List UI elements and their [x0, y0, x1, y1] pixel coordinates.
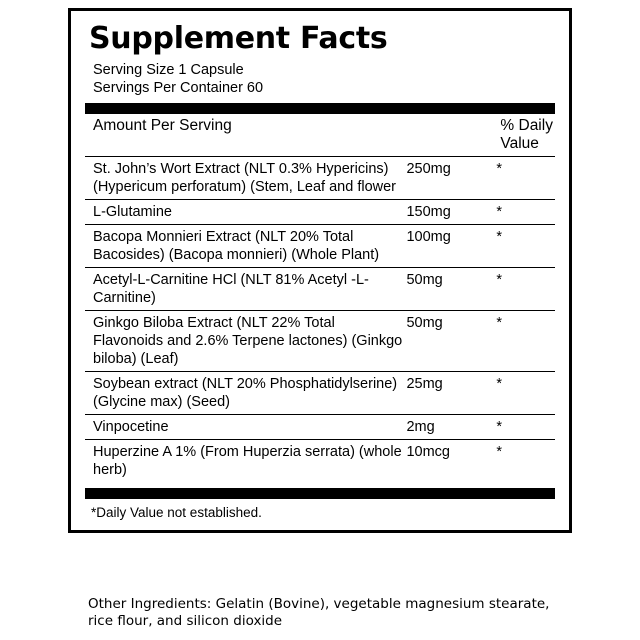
ingredient-amount: 25mg — [406, 372, 496, 415]
table-row — [85, 311, 555, 372]
nutrition-table — [85, 114, 555, 482]
ingredient-daily-value: * — [496, 415, 555, 440]
ingredient-amount: 100mg — [406, 225, 496, 268]
ingredient-amount: 250mg — [406, 157, 496, 200]
table-row — [85, 268, 555, 311]
ingredient-amount: 50mg — [406, 311, 496, 372]
table-row — [85, 200, 555, 225]
table-header-row — [85, 114, 555, 157]
ingredient-daily-value: * — [496, 225, 555, 268]
table-row — [85, 440, 555, 483]
header-daily-value: % Daily Value — [500, 117, 553, 152]
daily-value-footnote: *Daily Value not established. — [91, 505, 262, 520]
ingredient-daily-value: * — [496, 200, 555, 225]
table-row — [85, 157, 555, 200]
ingredient-amount: 50mg — [406, 268, 496, 311]
table-row — [85, 372, 555, 415]
ingredient-daily-value: * — [496, 440, 555, 483]
ingredient-name: Bacopa Monnieri Extract (NLT 20% Total Bacosides) (Bacopa monnieri) (Whole Plant) — [85, 225, 406, 268]
serving-size-text: Serving Size 1 Capsule — [93, 62, 244, 78]
header-spacer — [406, 114, 496, 157]
ingredient-daily-value: * — [496, 311, 555, 372]
ingredient-amount: 10mcg — [406, 440, 496, 483]
ingredient-name: L-Glutamine — [85, 200, 406, 225]
ingredient-daily-value: * — [496, 372, 555, 415]
ingredient-daily-value: * — [496, 157, 555, 200]
facts-panel — [68, 8, 572, 533]
table-row — [85, 415, 555, 440]
ingredient-daily-value: * — [496, 268, 555, 311]
ingredient-name: Vinpocetine — [85, 415, 406, 440]
servings-per-container-text: Servings Per Container 60 — [93, 80, 264, 96]
other-ingredients-text: Other Ingredients: Gelatin (Bovine), vegetable magnesium stearate, rice flour, and silicon dioxide — [88, 596, 550, 629]
ingredient-name: St. John’s Wort Extract (NLT 0.3% Hypericins) (Hypericum perforatum) (Stem, Leaf and flower — [85, 157, 406, 200]
thick-divider-top — [85, 103, 555, 114]
ingredient-name: Soybean extract (NLT 20% Phosphatidylserine) (Glycine max) (Seed) — [85, 372, 406, 415]
ingredient-name: Ginkgo Biloba Extract (NLT 22% Total Flavonoids and 2.6% Terpene lactones) (Ginkgo biloba) (Leaf) — [85, 311, 406, 372]
page-title: Supplement Facts — [89, 21, 388, 56]
ingredient-amount: 150mg — [406, 200, 496, 225]
ingredient-amount: 2mg — [406, 415, 496, 440]
header-amount-per-serving: Amount Per Serving — [93, 117, 232, 134]
table-row — [85, 225, 555, 268]
ingredient-name: Huperzine A 1% (From Huperzia serrata) (whole herb) — [85, 440, 406, 483]
thick-divider-bottom — [85, 488, 555, 499]
ingredient-name: Acetyl-L-Carnitine HCl (NLT 81% Acetyl -L-Carnitine) — [85, 268, 406, 311]
